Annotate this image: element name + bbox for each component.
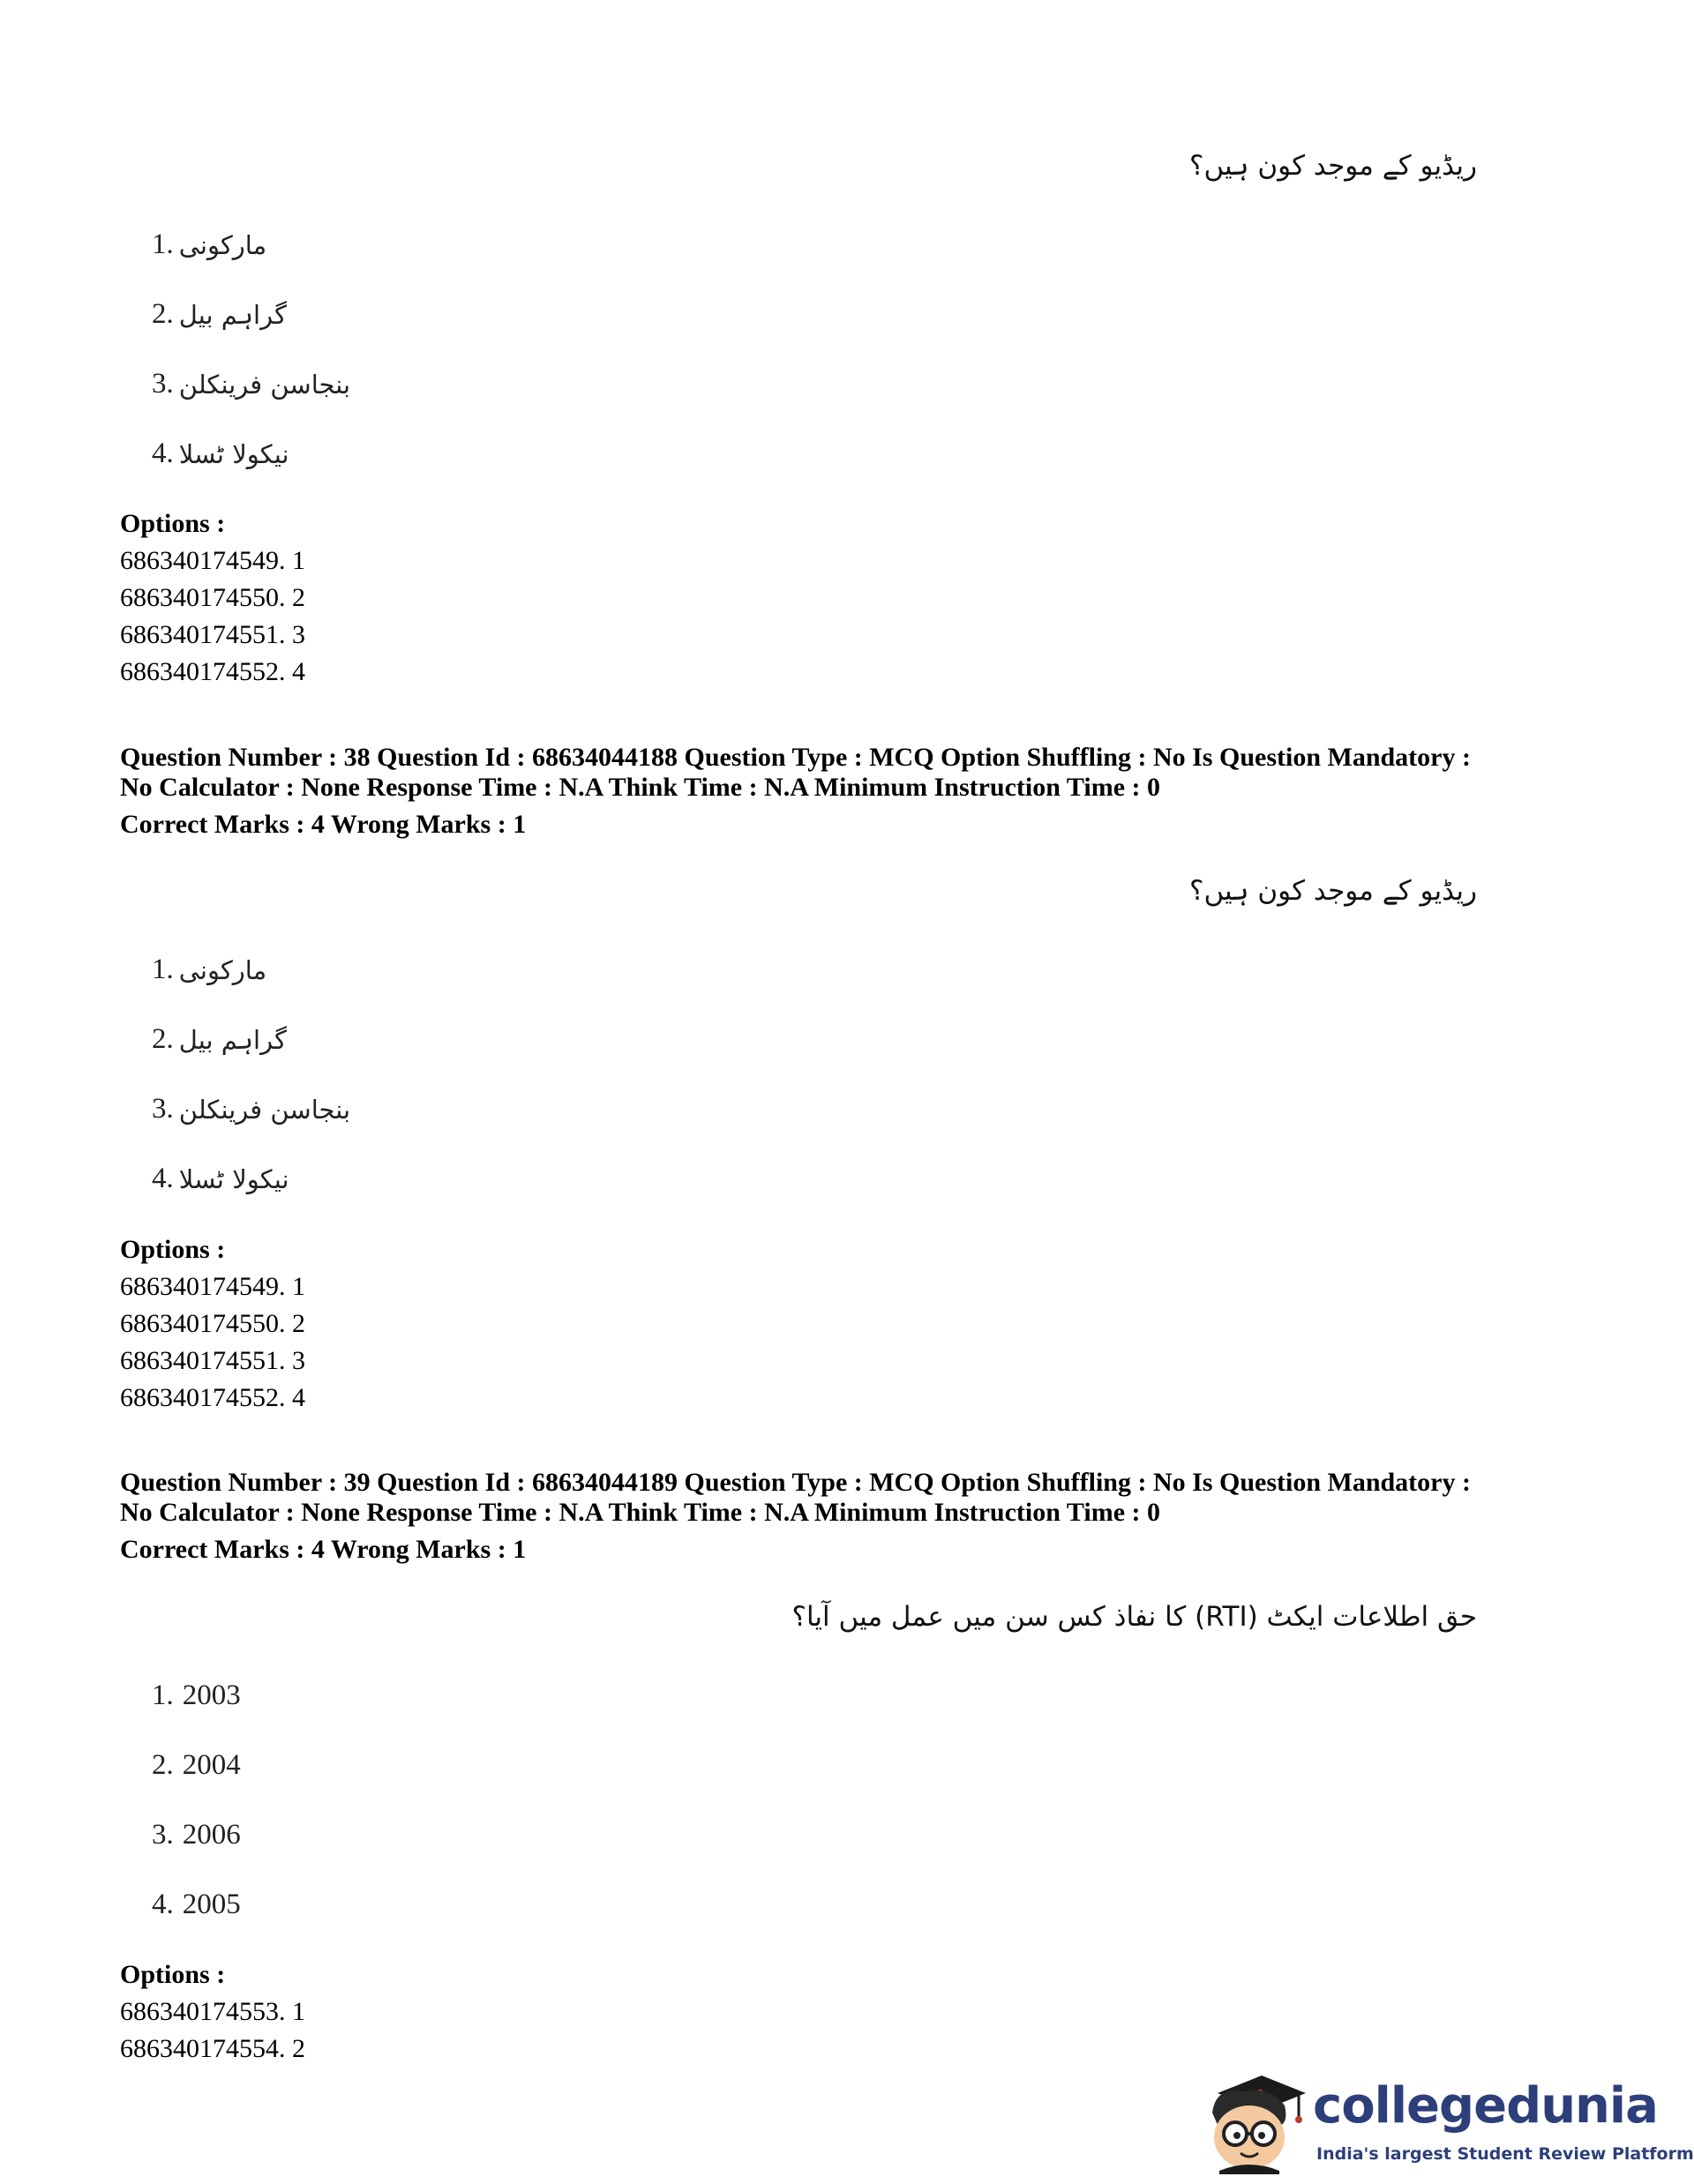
choice-text: گراہم بیل xyxy=(178,299,287,330)
choice-number: 4. xyxy=(152,1889,174,1920)
choice-item xyxy=(152,1800,241,1870)
question-meta xyxy=(120,743,1532,840)
student-face-icon xyxy=(1200,2060,1306,2174)
choice-list xyxy=(152,935,350,1214)
choice-text: بنجاسن فرینکلن xyxy=(178,1094,351,1125)
marks-line: Correct Marks : 4 Wrong Marks : 1 xyxy=(120,810,527,839)
choice-item xyxy=(152,419,350,489)
choice-list xyxy=(152,1661,241,1940)
collegedunia-logo xyxy=(1200,2060,1694,2174)
choice-number: 1. xyxy=(152,954,174,985)
choice-item xyxy=(152,1870,241,1940)
options-title: Options : xyxy=(120,1235,226,1264)
choice-text: نیکولا ٹسلا xyxy=(178,1163,289,1194)
choice-item xyxy=(152,1661,241,1731)
choice-text: نیکولا ٹسلا xyxy=(178,438,289,469)
choice-item xyxy=(152,1005,350,1074)
choice-item xyxy=(152,935,350,1005)
choice-number: 4. xyxy=(152,1163,174,1194)
choice-list xyxy=(152,210,350,489)
option-id: 686340174553. 1 xyxy=(120,1997,305,2026)
option-id: 686340174554. 2 xyxy=(120,2034,305,2063)
meta-line: Question Number : 38 Question Id : 68634044188 Question Type : MCQ Option Shuffling : No Is Question Mandatory : xyxy=(120,743,1471,772)
choice-item xyxy=(152,1144,350,1214)
question-text: ریڈیو کے موجد کون ہیں؟ xyxy=(1188,150,1477,182)
brand-tagline: India's largest Student Review Platform xyxy=(1316,2144,1694,2164)
marks-line: Correct Marks : 4 Wrong Marks : 1 xyxy=(120,1535,527,1564)
question-text: ریڈیو کے موجد کون ہیں؟ xyxy=(1188,875,1477,907)
choice-number: 1. xyxy=(152,228,174,260)
choice-number: 1. xyxy=(152,1679,174,1711)
option-id: 686340174549. 1 xyxy=(120,546,305,575)
meta-line: No Calculator : None Response Time : N.A Think Time : N.A Minimum Instruction Time : 0 xyxy=(120,1498,1160,1527)
options-block xyxy=(120,1956,305,2068)
choice-item xyxy=(152,210,350,280)
choice-item xyxy=(152,1074,350,1144)
options-block xyxy=(120,1231,305,1417)
question-text: حق اطلاعات ایکٹ (RTI) کا نفاذ کس سن میں عمل میں آیا؟ xyxy=(791,1601,1477,1633)
choice-number: 4. xyxy=(152,438,174,469)
option-id: 686340174550. 2 xyxy=(120,1309,305,1338)
question-meta xyxy=(120,1468,1532,1565)
meta-line: Question Number : 39 Question Id : 68634044189 Question Type : MCQ Option Shuffling : No Is Question Mandatory : xyxy=(120,1468,1471,1497)
option-id: 686340174549. 1 xyxy=(120,1272,305,1301)
options-block xyxy=(120,505,305,691)
choice-text: 2003 xyxy=(182,1679,241,1711)
choice-item xyxy=(152,1731,241,1800)
choice-number: 2. xyxy=(152,1749,174,1781)
options-title: Options : xyxy=(120,1960,226,1989)
choice-item xyxy=(152,349,350,419)
option-id: 686340174550. 2 xyxy=(120,583,305,612)
choice-number: 3. xyxy=(152,1093,174,1125)
options-title: Options : xyxy=(120,509,226,538)
option-id: 686340174552. 4 xyxy=(120,657,305,686)
choice-text: 2005 xyxy=(182,1889,241,1920)
option-id: 686340174552. 4 xyxy=(120,1383,305,1412)
choice-text: گراہم بیل xyxy=(178,1024,287,1055)
choice-text: 2006 xyxy=(182,1819,241,1851)
choice-text: مارکونی xyxy=(178,229,267,260)
choice-number: 2. xyxy=(152,298,174,330)
choice-number: 3. xyxy=(152,368,174,400)
choice-number: 2. xyxy=(152,1023,174,1055)
choice-item xyxy=(152,280,350,349)
meta-line: No Calculator : None Response Time : N.A Think Time : N.A Minimum Instruction Time : 0 xyxy=(120,773,1160,802)
option-id: 686340174551. 3 xyxy=(120,620,305,649)
choice-text: بنجاسن فرینکلن xyxy=(178,369,351,400)
choice-text: 2004 xyxy=(182,1749,241,1781)
option-id: 686340174551. 3 xyxy=(120,1346,305,1375)
choice-text: مارکونی xyxy=(178,954,267,985)
brand-name: collegedunia xyxy=(1313,2077,1658,2135)
choice-number: 3. xyxy=(152,1819,174,1851)
